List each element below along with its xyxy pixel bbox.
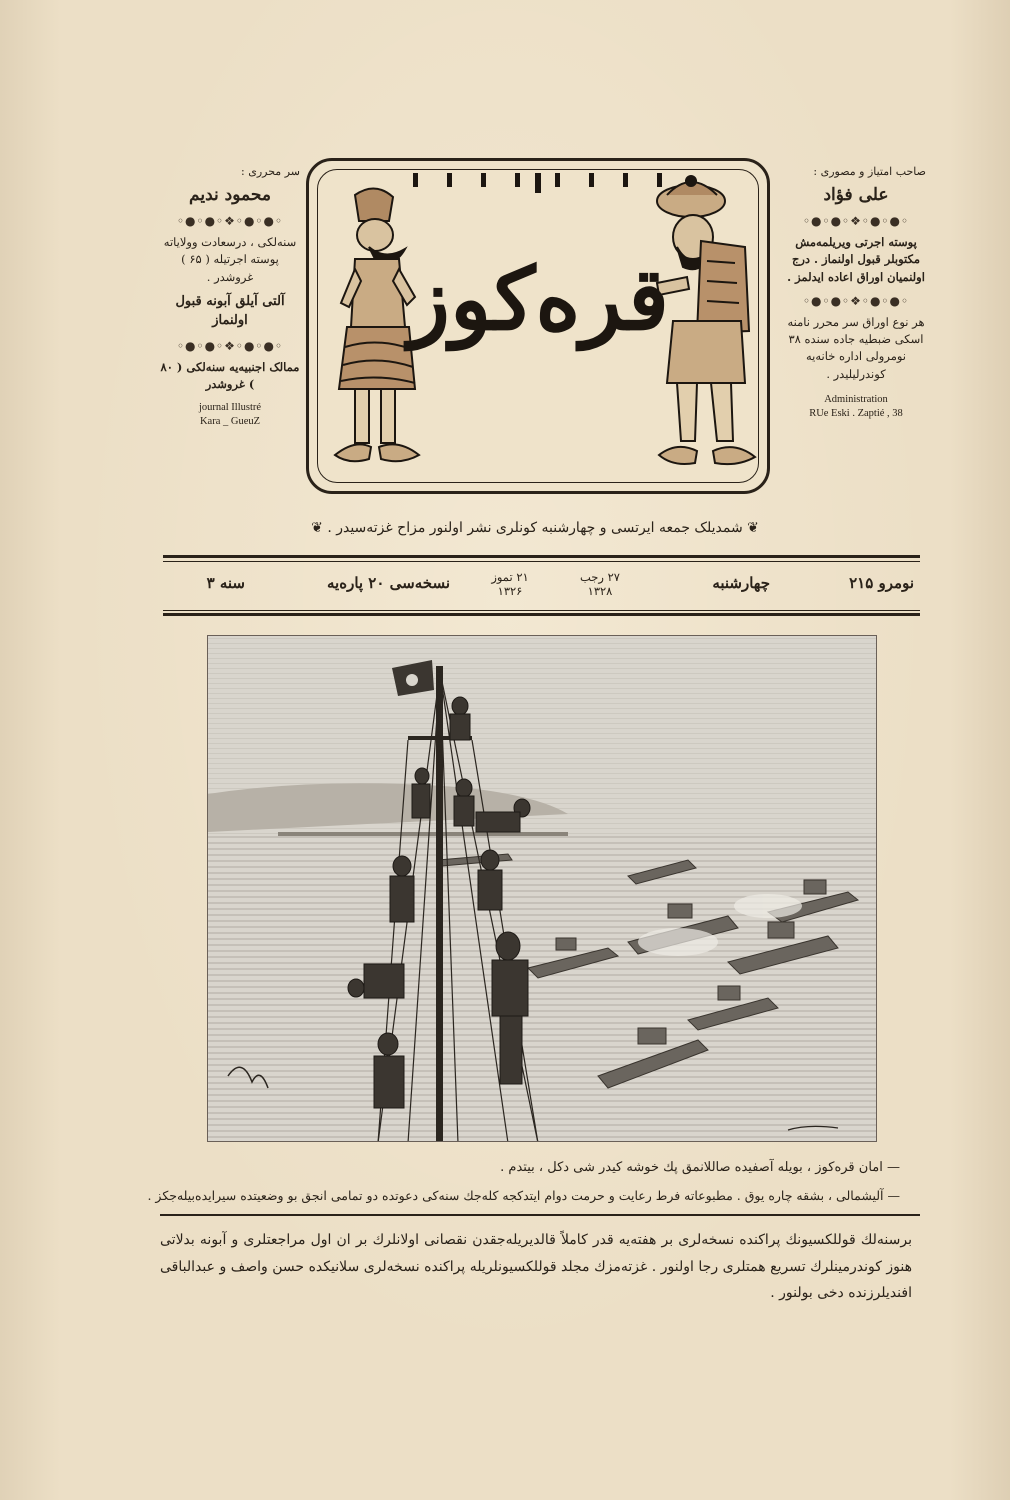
- owner-name: علی فؤاد: [823, 184, 889, 205]
- issue-year: سنه ۳: [206, 574, 245, 592]
- subscription-notice: برسنه‌لك قوللكسیونك پراکنده نسخه‌لری بر هفته‌یه قدر کاملاً قالدیریله‌جقدن نقصانی اولانلرك بر ان اول مراجعتلری و آبونه بدلاتی هنوز کوندرمینلرك تسریع همتلری رجا اولنور . غزته‌مزك مجلد قوللکسیونلریله پراکنده نسخه‌لری سلانیکده حسن واصف و عبدالباقی افندیلرزنده دخی بولنور .: [160, 1232, 912, 1302]
- top-double-rule-thin: [163, 561, 920, 562]
- ornament-divider: ◦●◦●◦❖◦●◦●◦: [176, 338, 284, 353]
- ornament-divider: ◦●◦●◦❖◦●◦●◦: [802, 214, 910, 228]
- ornament-divider: ◦●◦●◦❖◦●◦●◦: [802, 293, 910, 308]
- issue-info-bar: [163, 570, 920, 604]
- bottom-double-rule-thin: [163, 610, 920, 611]
- notice-divider: [160, 1214, 920, 1216]
- journal-name-latin: Kara _ GueuZ: [199, 416, 261, 428]
- administration-address: RUe Eski . Zaptié , 38: [809, 407, 903, 419]
- issue-weekday: چهارشنبه: [712, 574, 770, 592]
- six-month-notice: آلتی آیلق آبونه قبول اولنماز: [175, 293, 285, 329]
- cartoon-illustration: [207, 635, 877, 1142]
- caption-line-2: — آلیشمالی ، بشقه چاره یوق . مطبوعاته فرط رعایت و حرمت دوام ایتدکجه کله‌جك سنه‌کی دعوتده دو تمامی انجق بو وضعیتده سیرایده‌بیله‌جکز .: [147, 1188, 900, 1203]
- editor-label: سر محرری :: [241, 165, 300, 178]
- curtain-tassels: [409, 167, 669, 197]
- rumi-date: ۲۱ تموز ۱۳۲۶: [491, 570, 529, 599]
- administration-label: Administration: [824, 393, 888, 405]
- bottom-double-rule: [163, 613, 920, 616]
- journal-label: journal Illustré: [198, 402, 262, 414]
- correspondence-address: هر نوع اوراق سر محرر نامنه اسکی ضبطیه جاده سنده ۳۸ نومرولی اداره خانه‌یه کوندرلیلیدر .: [787, 314, 925, 381]
- editor-name: محمود ندیم: [189, 184, 271, 205]
- hijri-date: ۲۷ رجب ۱۳۲۸: [580, 570, 620, 599]
- masthead-title: قره‌کوز: [408, 249, 669, 350]
- owner-column: [786, 164, 926, 421]
- masthead-frame: [306, 158, 770, 494]
- ornament-icon: ❦: [311, 520, 328, 536]
- issue-price: نسخه‌سی ۲۰ پاره‌یه: [327, 574, 450, 592]
- top-double-rule: [163, 555, 920, 558]
- publication-tagline: [160, 520, 910, 536]
- caption-line-1: — امان قره‌کوز ، بویله آصفیده صاللانمق پك خوشه کیدر شی دکل ، بیتدم .: [500, 1160, 900, 1175]
- tagline-text: شمدیلک جمعه ایرتسی و چهارشنبه کونلری نشر اولنور مزاح غزته‌سیدر .: [327, 520, 743, 536]
- foreign-price: ممالک اجنبیه‌یه سنه‌لکی ( ۸۰ ) غروشدر: [160, 359, 300, 391]
- mast-and-fleet-engraving: [208, 636, 877, 1142]
- owner-label: صاحب امتیاز و مصوری :: [813, 165, 926, 178]
- ornament-icon: ❦: [742, 520, 759, 536]
- submission-policy: پوسته اجرتی ویریلمه‌مش مکتوبلر قبول اولنماز . درج اولنمیان اوراق اعاده ایدلمز .: [787, 235, 925, 284]
- editor-column: [160, 164, 300, 430]
- issue-number: نومرو ۲۱۵: [849, 574, 914, 592]
- annual-price: سنه‌لکی ، درسعادت وولایاته پوسته اجرتیله ( ۶۵ ) غروشدر .: [163, 235, 297, 284]
- ornament-divider: ◦●◦●◦❖◦●◦●◦: [176, 214, 284, 228]
